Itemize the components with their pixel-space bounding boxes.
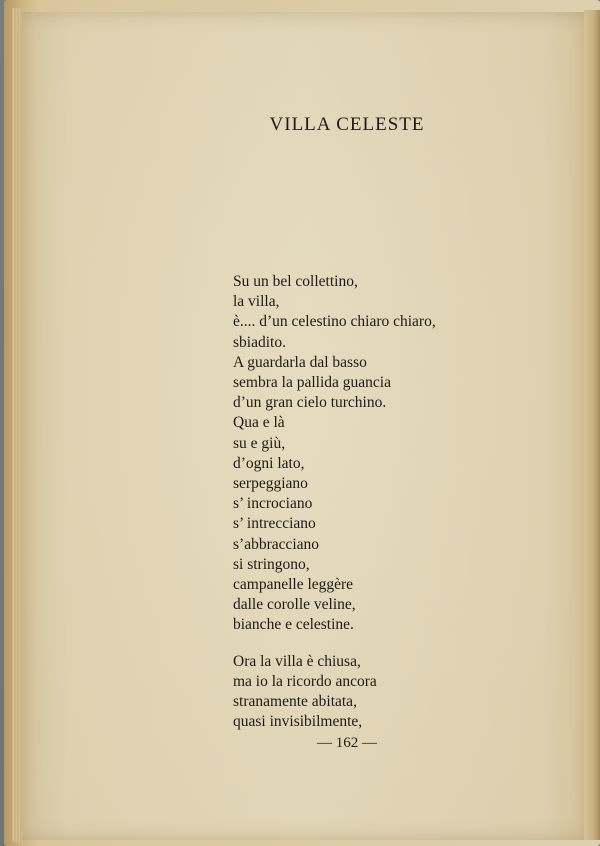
poem-line: d’ogni lato,	[233, 454, 305, 472]
stanza-1	[233, 272, 436, 636]
poem-line: A guardarla dal basso	[233, 353, 367, 371]
poem-line: sbiadito.	[233, 333, 286, 351]
poem-line: campanelle leggère	[233, 576, 354, 594]
poem-line: si stringono,	[233, 555, 310, 573]
poem-title: VILLA CELESTE	[269, 114, 425, 135]
stanza-2	[233, 652, 436, 733]
book-page	[22, 12, 590, 840]
poem-line: la villa,	[233, 293, 280, 311]
page-edges-right	[584, 10, 600, 840]
poem-line: dalle corolle veline,	[233, 596, 356, 614]
poem-line: Ora la villa è chiusa,	[233, 652, 361, 670]
poem-line: s’ intrecciano	[233, 515, 316, 533]
poem-line: d’un gran cielo turchino.	[233, 394, 387, 412]
poem-body	[233, 272, 436, 732]
poem-line: ma io la ricordo ancora	[233, 672, 377, 690]
poem-line: s’ incrociano	[233, 495, 313, 513]
poem-line: sembra la pallida guancia	[233, 374, 391, 392]
book	[4, 0, 600, 846]
poem-line: quasi invisibilmente,	[233, 713, 363, 731]
poem-line: Qua e là	[233, 414, 285, 432]
poem-line: Su un bel collettino,	[233, 273, 358, 290]
poem-line: stranamente abitata,	[233, 693, 357, 711]
poem-line: è.... d’un celestino chiaro chiaro,	[233, 313, 436, 331]
poem-line: bianche e celestine.	[233, 616, 354, 634]
page-number: — 162 —	[317, 735, 377, 751]
poem-line: serpeggiano	[233, 475, 308, 493]
poem-line: s’abbracciano	[233, 535, 320, 553]
poem-line: su e giù,	[233, 434, 286, 452]
